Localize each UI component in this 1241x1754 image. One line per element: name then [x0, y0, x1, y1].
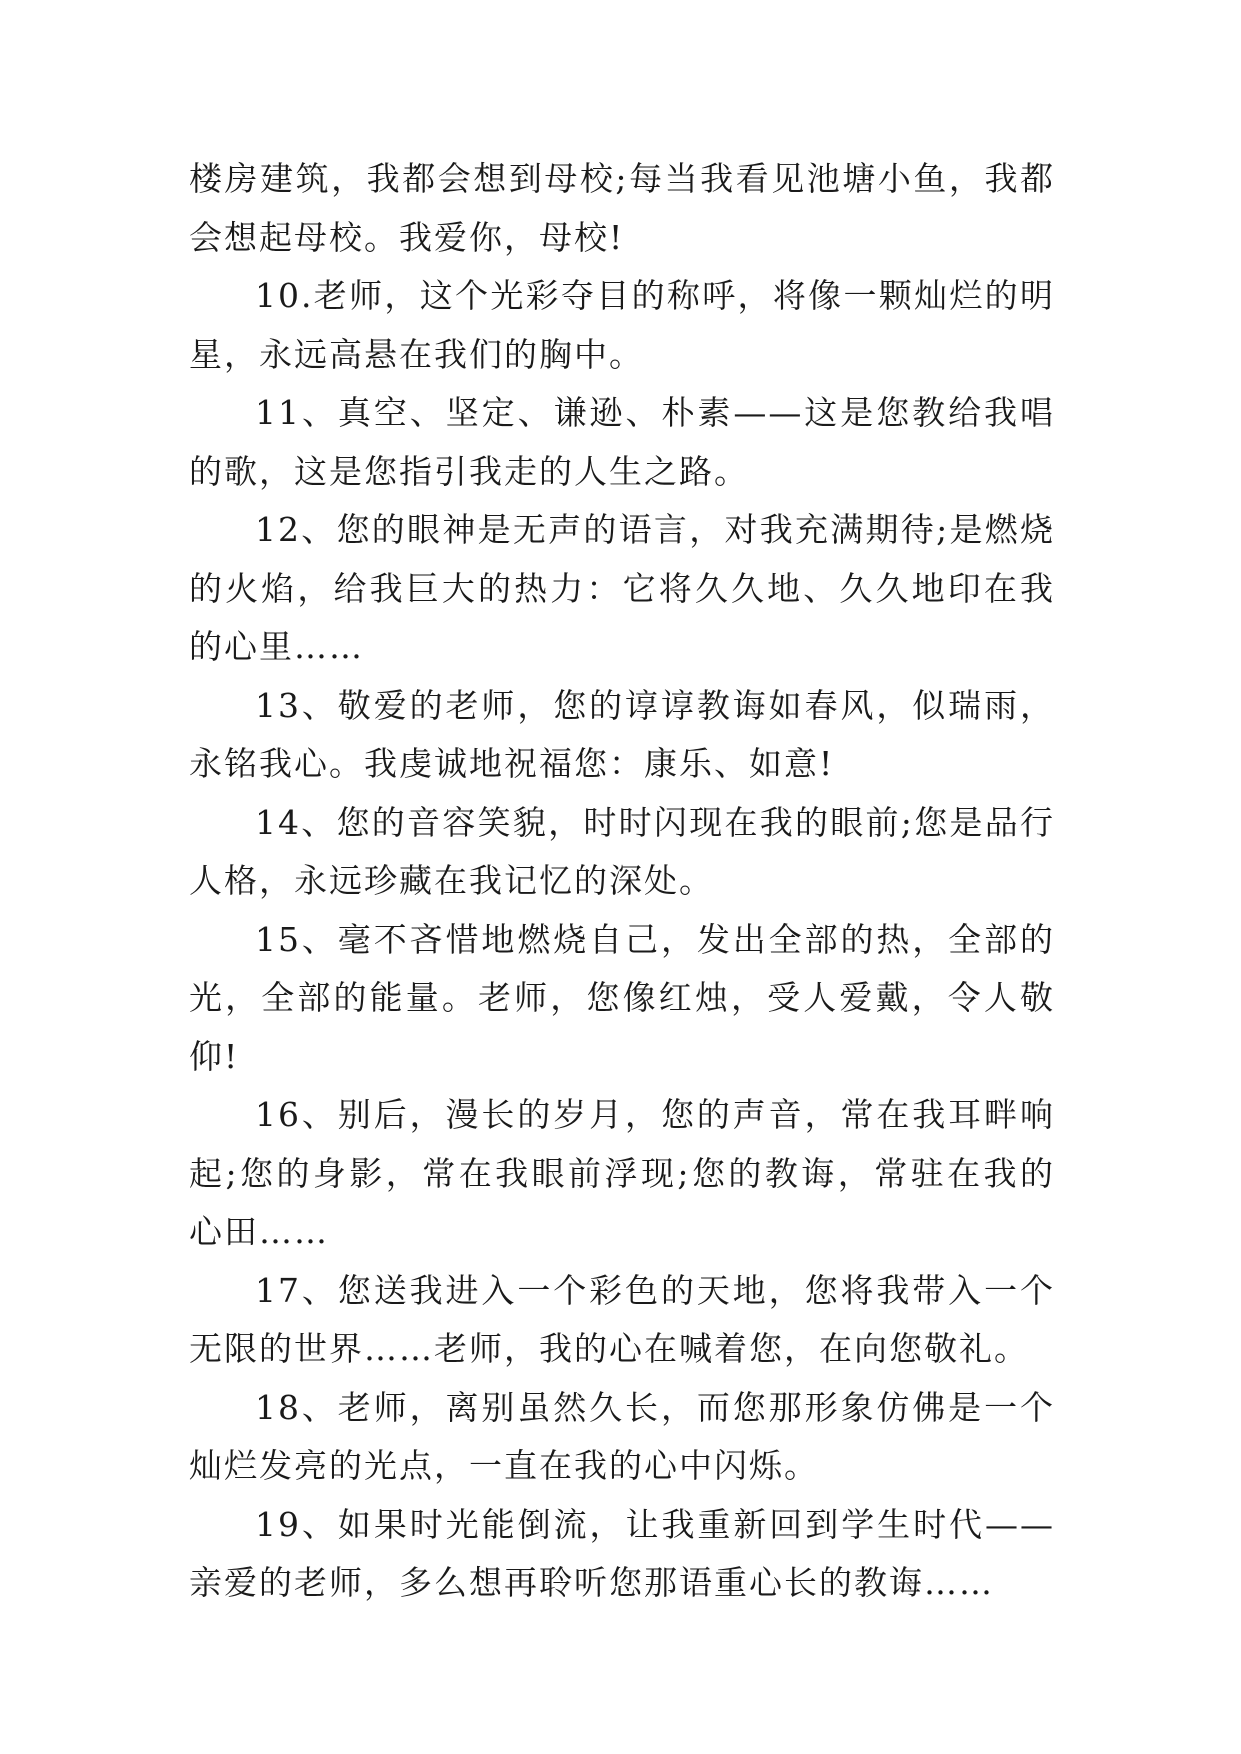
- paragraph-17: 17、您送我进入一个彩色的天地，您将我带入一个无限的世界……老师，我的心在喊着您，在向您敬礼。: [189, 1270, 1055, 1368]
- paragraph-13: 13、敬爱的老师，您的谆谆教诲如春风，似瑞雨，永铭我心。我虔诚地祝福您：康乐、如意!: [189, 685, 1055, 783]
- paragraph-10: 10.老师，这个光彩夺目的称呼，将像一颗灿烂的明星，永远高悬在我们的胸中。: [189, 276, 1055, 374]
- paragraph-continuation: 楼房建筑，我都会想到母校;每当我看见池塘小鱼，我都会想起母校。我爱你，母校!: [189, 159, 1055, 257]
- paragraph-14: 14、您的音容笑貌，时时闪现在我的眼前;您是品行人格，永远珍藏在我记忆的深处。: [189, 802, 1055, 900]
- paragraph-16: 16、别后，漫长的岁月，您的声音，常在我耳畔响起;您的身影，常在我眼前浮现;您的教诲，常驻在我的心田……: [189, 1095, 1055, 1251]
- paragraph-18: 18、老师，离别虽然久长，而您那形象仿佛是一个灿烂发亮的光点，一直在我的心中闪烁。: [189, 1387, 1055, 1485]
- document-body: [189, 150, 1055, 1613]
- paragraph-12: 12、您的眼神是无声的语言，对我充满期待;是燃烧的火焰，给我巨大的热力：它将久久地、久久地印在我的心里……: [189, 510, 1055, 666]
- paragraph-15: 15、毫不吝惜地燃烧自己，发出全部的热，全部的光，全部的能量。老师，您像红烛，受人爱戴，令人敬仰!: [189, 919, 1055, 1076]
- paragraph-19: 19、如果时光能倒流，让我重新回到学生时代——亲爱的老师，多么想再聆听您那语重心长的教诲……: [189, 1504, 1055, 1602]
- paragraph-11: 11、真空、坚定、谦逊、朴素——这是您教给我唱的歌，这是您指引我走的人生之路。: [189, 393, 1055, 491]
